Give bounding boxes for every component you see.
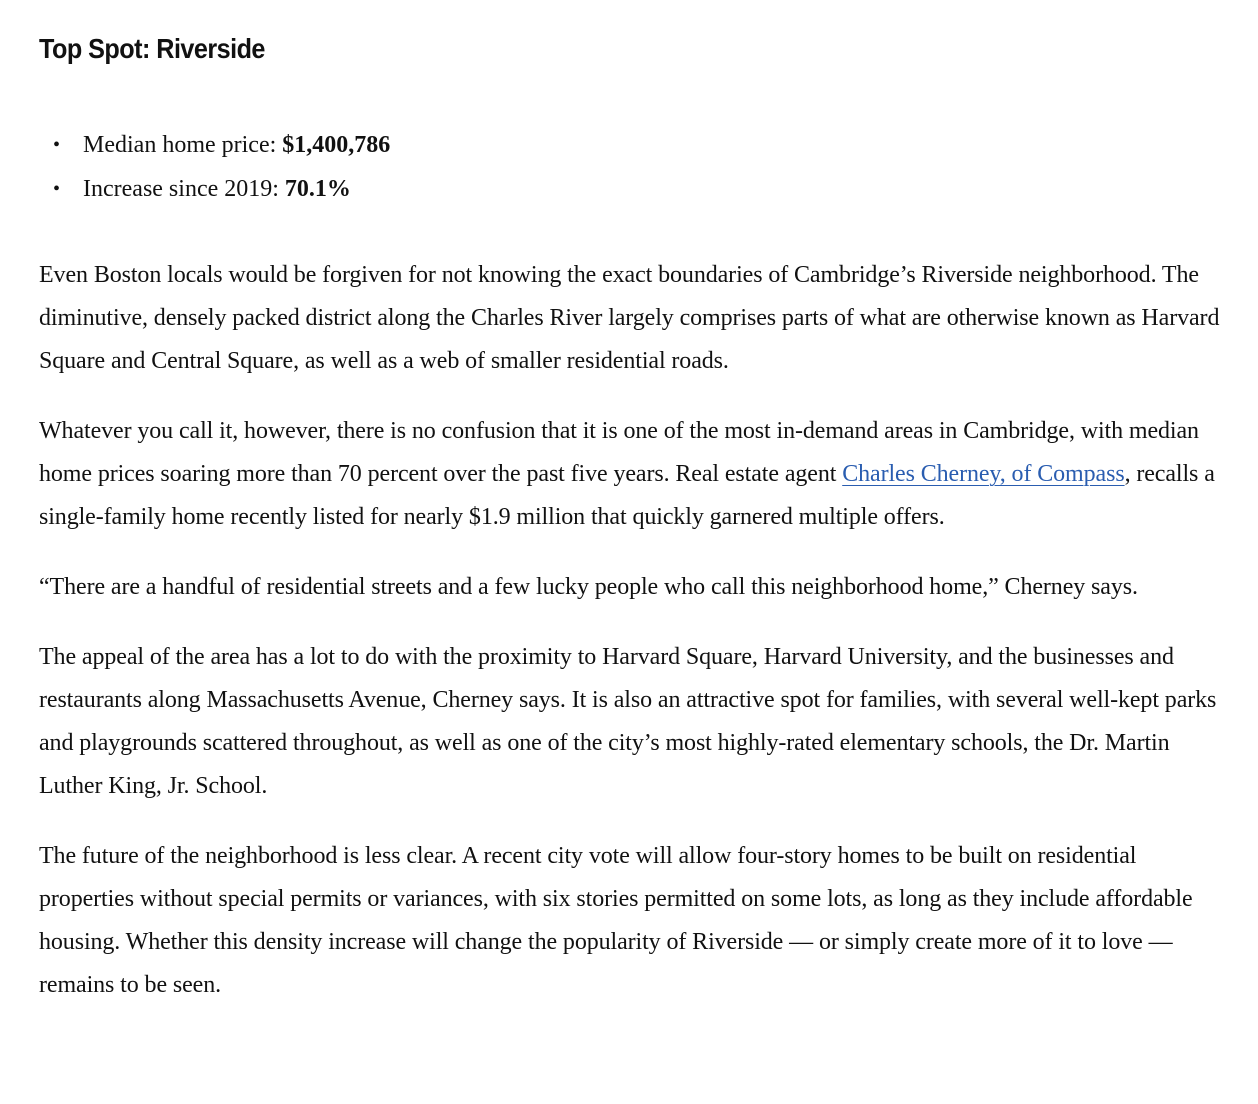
- list-item: [39, 168, 1228, 212]
- stat-label: Increase since 2019:: [83, 175, 285, 202]
- paragraph-intro: Even Boston locals would be forgiven for not knowing the exact boundaries of Cambridge’s Riverside neighborhood. The diminutive, densely packed district along the Charles River largely comprises parts of what are otherwise known as Harvard Square and Central Square, as well as a web of smaller residential roads.: [39, 262, 1220, 374]
- paragraph-future: The future of the neighborhood is less clear. A recent city vote will allow four-story homes to be built on residential properties without special permits or variances, with six stories permitted on some lots, as long as they include affordable housing. Whether this density increase will change the popularity of Riverside — or simply create more of it to love — remains to be seen.: [39, 843, 1193, 998]
- paragraph-text: Whatever you call it, however, there is no confusion that it is one of the most in-demand areas in Cambridge, with median home prices soaring more than 70 percent over the past five years. Real estate agent: [39, 418, 1199, 487]
- stat-value: 70.1%: [284, 175, 351, 202]
- paragraph-demand: [39, 410, 1228, 539]
- bullet-icon: •: [53, 177, 61, 200]
- stat-value: $1,400,786: [282, 132, 391, 158]
- stats-list: [39, 124, 1228, 211]
- paragraph-text: , recalls a single-family home recently listed for nearly $1.9 million that quickly garnered multiple offers.: [39, 461, 1215, 530]
- paragraph-quote: “There are a handful of residential streets and a few lucky people who call this neighborhood home,” Cherney says.: [39, 574, 1138, 600]
- stat-label: Median home price:: [83, 132, 283, 158]
- agent-link[interactable]: Charles Cherney, of Compass: [842, 461, 1125, 487]
- section-headline: Top Spot: Riverside: [39, 33, 265, 64]
- paragraph-appeal: The appeal of the area has a lot to do with the proximity to Harvard Square, Harvard University, and the businesses and restaurants along Massachusetts Avenue, Cherney says. It is also an attractive spot for families, with several well-kept parks and playgrounds scattered throughout, as well as one of the city’s most highly-rated elementary schools, the Dr. Martin Luther King, Jr. School.: [39, 644, 1217, 799]
- list-item: [39, 124, 1228, 168]
- bullet-icon: •: [53, 134, 61, 156]
